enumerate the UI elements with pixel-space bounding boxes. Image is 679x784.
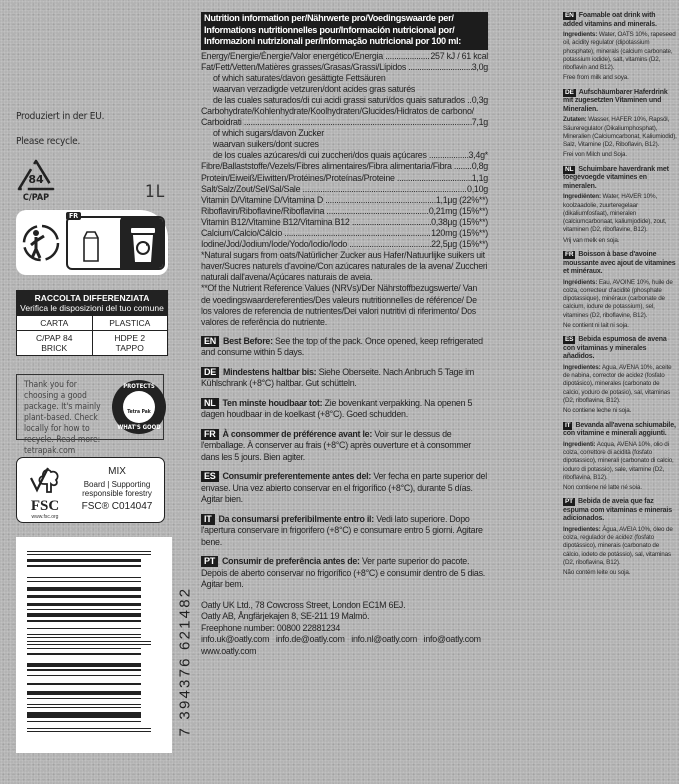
best-before-fr: FR À consommer de préférence avant le: Voir sur le dessus de l'emballage. À conserver au frais (+8°C) après ouverture et à consommer dans les 5 jours. Bien agiter. — [201, 428, 471, 462]
nutrition-title: Nutrition information per/Nährwerte pro/Voedingswaarde per/ Informations nutritionnelles pour/Información nutricional por/ Informazioni nutrizionali per/Informação nutricional por 100 ml: — [201, 12, 488, 50]
best-before-pt: PT Consumir de preferência antes de: Ver parte superior do pacote. Depois de aberto conservar no frigorífico (+8°C) e consumir dentro de 5 dias. Agitar bem. — [201, 556, 485, 590]
fsc-certification-box — [16, 457, 165, 523]
raccolta-col-carta: CARTA — [17, 316, 92, 331]
nrv-footnote: **Of the Nutrient Reference Values (NRVs)/Der Nährstoffbezugswerte/ Van de voedingswaardereferenties/Des valeurs nutritionnelles de référence/ De los valores de referencia de nutrientes/Dei valori nutritivi di riferimento/ Dos valores de referência do nutriente. — [201, 283, 478, 327]
fsc-license-code: FSC® C014047 — [81, 501, 153, 512]
nutrition-row: Carbohydrate/Kohlenhydrate/Koolhydraten/Glucides/Hidratos de carbono/ — [201, 105, 474, 116]
nutrition-row: Fibre/Ballaststoffe/Vezels/Fibres alimentaires/Fibra alimentaria/Fibra ..... 0,8g — [201, 161, 488, 172]
address-uk: Oatly UK Ltd., 78 Cowcross Street, London EC1M 6EJ. — [201, 599, 406, 610]
raccolta-cell: HDPE 2 — [114, 333, 146, 343]
raccolta-title: RACCOLTA DIFFERENZIATA — [34, 293, 150, 303]
fsc-logo: FSC www.fsc.org — [24, 464, 66, 520]
ingredients-de: DE Aufschäumbarer Haferdrink mit zugesetzten Vitaminen und Mineralien. Zutaten: Wasser, HAFER 10%, Rapsöl, Säureregulator (Dikaliumphosphat), Mineralien (Calciumcarbonat, Kaliumiodid), Salz, Vitamine (D2, Riboflavin, B12). Frei von Milch und Soja. — [563, 88, 677, 159]
company-address — [201, 600, 488, 658]
nutrition-row: Salt/Salz/Zout/Sel/Sal/Sale ..... 0,10g — [201, 184, 488, 195]
nutrition-row: waarvan suikers/dont sucres — [213, 139, 319, 150]
ingredients-it: IT Bevanda all'avena schiumabile, con vitamine e minerali aggiunti. Ingredienti: Acqua, AVENA 10%, olio di colza, correttore di acidità (fosfato dipotassico), minerali (carbonato di calcio, ioduro di potassio), sale, vitamine (D2, riboflavina, B12). Non contiene né latte né soia. — [563, 421, 676, 492]
recycling-bin-icon — [129, 226, 157, 264]
nutrition-row: Fat/Fett/Vetten/Matières grasses/Grasas/Grassi/Lípidos ..... 3,0g — [201, 62, 488, 73]
raccolta-cell: BRICK — [41, 343, 68, 353]
best-before-it: IT Da consumarsi preferibilmente entro il: Vedi lato superiore. Dopo l'apertura conservare in frigorifero (+8°C) e consumare entro 5 giorni. Agitare bene. — [201, 513, 483, 547]
tetrapak-badge — [112, 380, 166, 434]
best-before-en: EN Best Before: See the top of the pack. Once opened, keep refrigerated and consume within 5 days. — [201, 335, 483, 358]
fsc-tree-icon — [28, 464, 62, 494]
ingredients-fr: FR Boisson à base d'avoine moussante avec ajout de vitamines et minéraux. Ingrédients: Eau, AVOINE 10%, huile de colza, correcteur d'acidité (phosphate dipotassique), minéraux (carbonate de calcium, iodure de potassium), sel, vitamines (D2, riboflavine, B12). Ne contient ni lait ni soja. — [563, 251, 676, 330]
nutrition-row: de las cuales saturados/di cui acidi grassi saturi/dos quais saturados ..... 0,3g — [201, 95, 488, 106]
nutrition-row: Vitamin D/Vitamine D/Vitamina D ..... 1,1µg (22%**) — [201, 195, 488, 206]
raccolta-cell: C/PAP 84 — [35, 333, 73, 343]
ingredients-pt: PT Bebida de aveia que faz espuma com vitaminas e minerais adicionados. Ingredientes: Água, AVEIA 10%, óleo de colza, regulador de acidez (fosfato dipotássico), minerais (carbonato de cálcio, iodeto de potássio), sal, vitaminas (D2, riboflavina, B12). Não contém leite ou soja. — [563, 498, 673, 577]
nutrition-row: of which saturates/davon gesättigte Fettsäuren — [213, 72, 386, 83]
nutrition-row: Protein/Eiweiß/Eiwitten/Protéines/Proteínas/Proteine ..... 1,1g — [201, 173, 488, 184]
raccolta-col-plastica: PLASTICA — [92, 316, 167, 331]
nutrition-row: Energy/Energie/Énergie/Valor energético/Energia ..... 257 kJ / 61 kcal — [201, 51, 488, 62]
nutrition-row: waarvan verzadigde vetzuren/dont acides gras saturés — [213, 83, 416, 94]
volume-label: 1L — [145, 182, 166, 202]
nutrition-row: Carboidrati ..... 7,1g — [201, 117, 488, 128]
ingredients-es: ES Bebida espumosa de avena con vitaminas y minerales añadidos. Ingredientes: Agua, AVENA 10%, aceite de nabina, corrector de acidez (fosfato dipotásico), minerales (carbonato de calcio, yoduro de potasio), sal, vitaminas (D2, riboflavina, B12). No contiene leche ni soja. — [563, 336, 672, 415]
barcode — [16, 537, 194, 753]
made-in-text: Produziert in der EU. — [16, 111, 105, 122]
fsc-mix-label: MIX — [108, 466, 126, 477]
country-tag-fr: FR — [66, 212, 81, 220]
triman-person-icon — [21, 222, 61, 264]
address-se: Oatly AB, Ångfärjekajen 8, SE-211 19 Malmö. — [201, 611, 370, 622]
badge-bottom-text: WHAT'S GOOD — [117, 424, 161, 431]
nutrition-row: of which sugars/davon Zucker — [213, 128, 324, 139]
freephone: Freephone number: 00800 22881234 — [201, 622, 341, 633]
tetrapak-logo-icon: Tetra Pak — [123, 391, 155, 423]
ingredients-column — [563, 12, 677, 584]
recycling-triangle-icon — [16, 158, 56, 192]
barcode-bars — [27, 551, 141, 735]
website: www.oatly.com — [201, 645, 257, 656]
raccolta-cell: TAPPO — [115, 343, 144, 353]
nutrition-row: de los cuales azúcares/di cui zuccheri/dos quais açúcares ..... 3,4g* — [201, 150, 488, 161]
raccolta-subtitle: Verifica le disposizioni del tuo comune — [20, 303, 164, 313]
best-before-nl: NL Ten minste houdbaar tot: Zie bovenkant verpakking. Na openen 5 dagen houdbaar in de koelkast (+8°C). Goed schudden. — [201, 397, 473, 420]
tetrapak-message: Thank you for choosing a good package. It's mainly plant-based. Check locally for how to recycle. Read more: tetrapak.com — [24, 380, 101, 456]
recycling-symbol — [14, 158, 58, 203]
nutrition-table — [201, 51, 488, 251]
nutrition-row: Riboflavin/Riboflavine/Riboflavina ..... 0,21mg (15%**) — [201, 206, 488, 217]
nutrition-row: Iodine/Jod/Jodium/Iode/Yodo/Iodio/Iodo ..... 22,5µg (15%**) — [201, 239, 488, 250]
please-recycle-text: Please recycle. — [16, 136, 81, 147]
sugar-footnote: *Natural sugars from oats/Natürlicher Zucker aus Hafer/Natuurlijke suikers uit haver/Sucres naturels d'avoine/Con azúcares naturales de la avena/ Zuccheri naturali dall'avena/Açúcares naturais de aveia. — [201, 250, 488, 283]
recycle-material-code: C/PAP — [22, 193, 50, 203]
ingredients-nl: NL Schuimbare haverdrank met toegevoegde vitamines en mineralen. Ingrediënten: Water, HAVER 10%, koolzaadolie, zuurteregelaar (dikaliumfosfaat), mineralen (calciumcarbonaat, kaliumjodide), zout, vitaminen (D2, riboflavine, B12). Vrij van melk en soja. — [563, 165, 669, 244]
triman-recycling-info — [16, 210, 168, 275]
best-before-de: DE Mindestens haltbar bis: Siehe Oberseite. Nach Anbruch 5 Tage im Kühlschrank (+8°C) haltbar. Gut schütteln. — [201, 366, 474, 389]
ingredients-en: EN Foamable oat drink with added vitamins and minerals. Ingredients: Water, OATS 10%, rapeseed oil, acidity regulator (dipotassium phosphate), minerals (calcium carbonate, potassium iodide), salt, vitamins (D2, riboflavin and B12). Free from milk and soya. — [563, 12, 676, 82]
nutrition-and-storage-column — [201, 12, 488, 657]
carton-icon — [82, 230, 100, 262]
svg-text:84: 84 — [28, 173, 44, 186]
email-list: info.uk@oatly.com info.de@oatly.com info.nl@oatly.com info@oatly.com — [201, 634, 481, 645]
fsc-line2: responsible forestry — [82, 489, 152, 498]
barcode-number: 7 394376 621482 — [176, 586, 194, 737]
fsc-line1: Board | Supporting — [83, 480, 151, 489]
sorting-instruction — [66, 216, 165, 270]
raccolta-differenziata-table — [16, 290, 168, 356]
best-before-es: ES Consumir preferentemente antes del: Ver fecha en parte superior del envase. Una vez abierto conservar en el frigorífico (+8°C), durante 5 días. Agitar bien. — [201, 471, 487, 505]
nutrition-row: Calcium/Calcio/Cálcio ..... 120mg (15%**) — [201, 228, 488, 239]
badge-top-text: PROTECTS — [123, 383, 155, 390]
nutrition-row: Vitamin B12/Vitamine B12/Vitamina B12 ..... 0,38µg (15%**) — [201, 217, 488, 228]
